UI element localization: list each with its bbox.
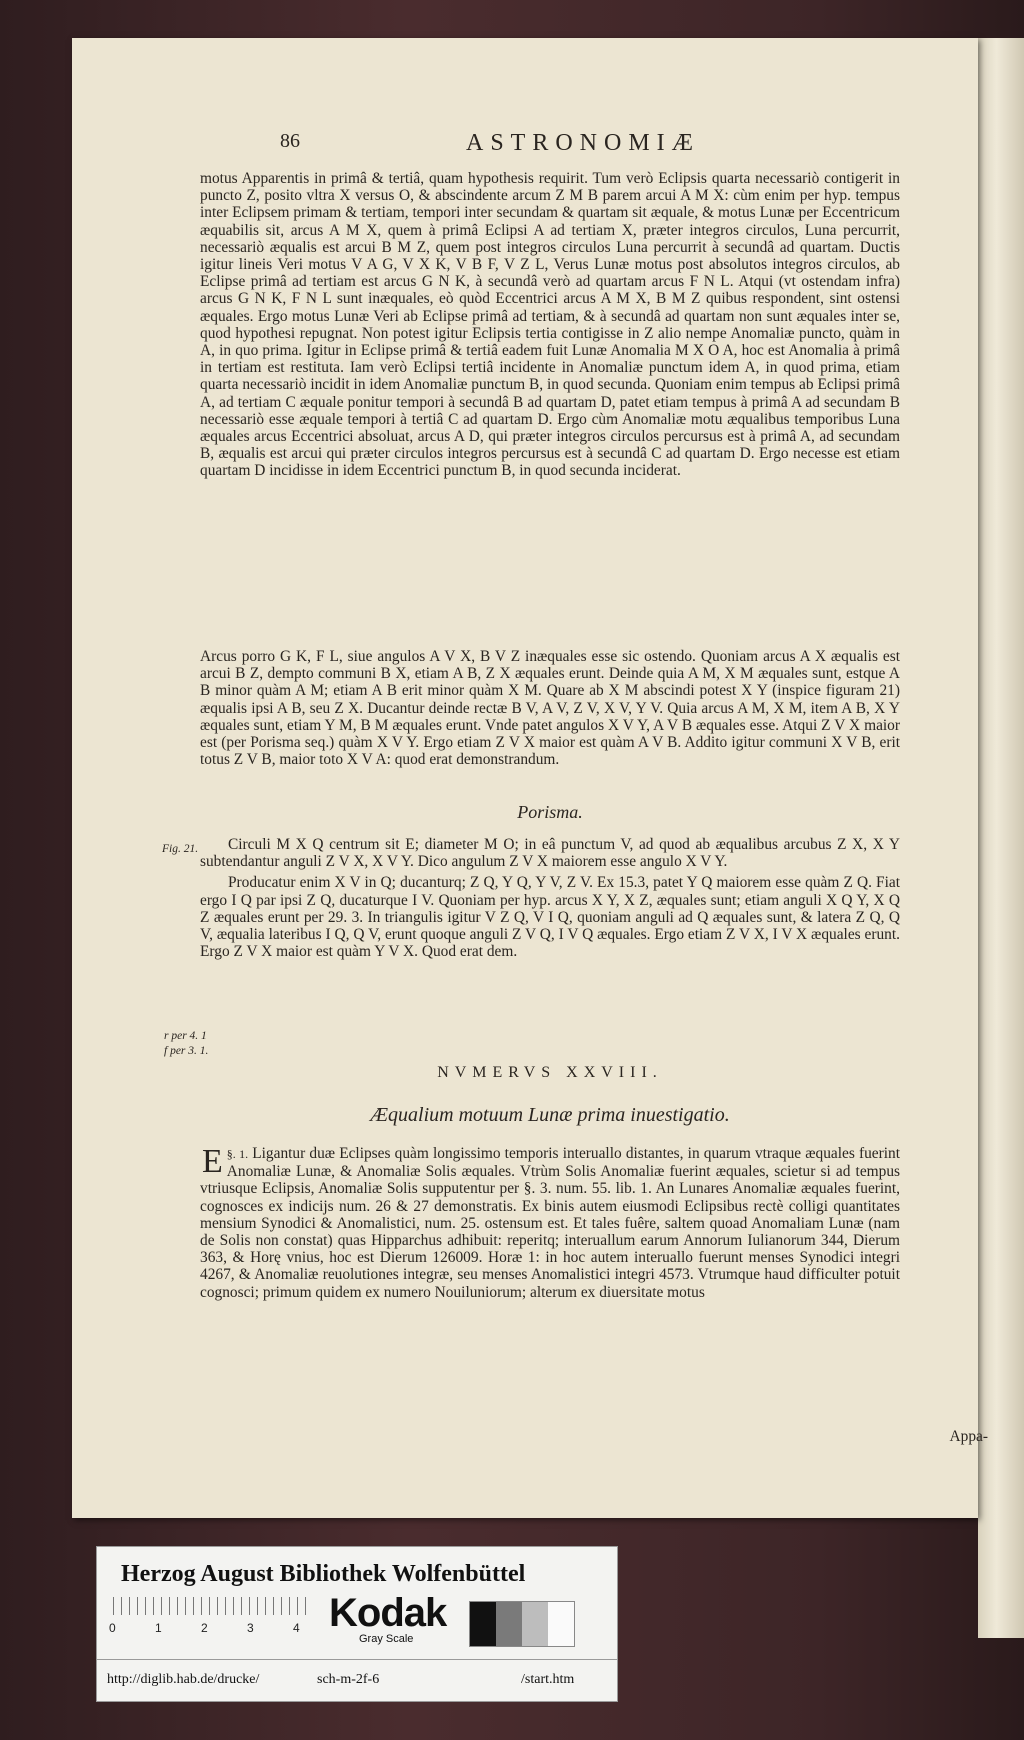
section-heading: NVMERVS XXVIII.: [437, 1064, 663, 1081]
gray-patch-white: [548, 1602, 574, 1646]
url-end: /start.htm: [521, 1672, 575, 1687]
url-bar: [97, 1659, 617, 1702]
margin-reference-2: f per 3. 1.: [164, 1045, 209, 1057]
section-number-label: §. 1.: [226, 1147, 249, 1161]
porisma-title: Porisma.: [517, 802, 583, 822]
catchword: Appa-: [949, 1428, 988, 1445]
scale-number: 0: [109, 1621, 116, 1635]
library-name: Herzog August Bibliothek Wolfenbüttel: [121, 1561, 526, 1587]
kodak-logo: Kodak: [329, 1591, 447, 1635]
facing-page-edge: [978, 38, 1024, 1638]
scale-number: 2: [201, 1621, 208, 1635]
section-paragraph: [200, 1145, 900, 1427]
margin-reference-1: r per 4. 1: [164, 1030, 207, 1042]
porisma-paragraph-2: Producatur enim X V in Q; ducanturq; Z Q, Y Q, Y V, Z V. Ex 15.3, patet Y Q maiorem esse quàm Z Q. Fiat ergo I Q par ipsi Z Q, ducaturque I V. Quoniam per hyp. arcus X Y, X Z, æquales sunt; etiam anguli X Q Y, X Q Z æquales erunt per 29. 3. In triangulis igitur V Z Q, V I Q, quoniam anguli ad Q æquales sunt, & latera Z Q, Q V, æqualia lateribus I Q, Q V, erunt quoque anguli Z V Q, I V Q æquales. Ergo etiam Z V X, I V X æquales erunt. Ergo Z V X maior est quàm Y V X. Quod erat dem.: [200, 874, 900, 961]
gray-patch-light: [522, 1602, 548, 1646]
gray-scale-label: Gray Scale: [359, 1633, 414, 1645]
running-title: ASTRONOMIÆ: [466, 130, 701, 156]
porisma-paragraph-1: Circuli M X Q centrum sit E; diameter M O; in eâ punctum V, ad quod ab æqualibus arcubus Z X, X Y subtendantur anguli Z V X, X V Y. Dico angulum Z V X maiorem esse angulo X V Y.: [200, 836, 900, 871]
scale-number: 3: [247, 1621, 254, 1635]
gray-scale-patches: [469, 1601, 575, 1647]
url-id: sch-m-2f-6: [317, 1672, 380, 1687]
body-paragraph-2: Arcus porro G K, F L, siue angulos A V X, B V Z inæquales esse sic ostendo. Quoniam arcus A X æqualis est arcui B Z, dempto communi B X, etiam A B, Z X æquales erunt. Deinde quia A M, X M æquales sunt, estque A B minor quàm A M; etiam A B erit minor quàm X M. Quare ab X M abscindi potest X Y (inspice figuram 21) æqualis ipsi A B, seu Z X. Ducantur deinde rectæ B V, A V, Z V, X V, Y V. Quia arcus A M, X M, item A B, X Y æquales sunt, etiam Y M, B M æquales erunt. Vnde patet angulos X V Y, A V B æquales esse. Atqui Z V X maior est (per Porisma seq.) quàm X V Y. Ergo etiam Z V X maior est quàm A V B. Addito igitur communi X V B, erit totus Z V B, maior toto X V A: quod erat demonstrandum.: [200, 648, 900, 769]
drop-cap: E: [202, 1143, 223, 1180]
page-number: 86: [280, 130, 300, 152]
figure-reference-note: Fig. 21.: [162, 843, 199, 855]
scale-ruler: [113, 1597, 313, 1615]
scale-number: 4: [293, 1621, 300, 1635]
scale-number: 1: [155, 1621, 162, 1635]
porisma-text: [200, 836, 900, 1052]
section-subtitle: Æqualium motuum Lunæ prima inuestigatio.: [370, 1104, 730, 1126]
color-calibration-target: [96, 1546, 618, 1702]
section-text: Ligantur duæ Eclipses quàm longissimo temporis interuallo distantes, in quarum vtraque æquales fuerint Anomaliæ Lunæ, & Anomaliæ Solis æquales. Vtrùm Solis Anomaliæ fuerint æquales, scietur si ad tempus vtriusque Eclipsis, Anomaliæ Solis supputentur per §. 3. num. 55. lib. 1. An Lunares Anomaliæ æquales fuerint, cognosces ex indicijs num. 26 & 27 demonstratis. Ex binis autem eiusmodi Eclipsibus rectè colligi quantitates mensium Synodici & Anomalistici, num. 25. ostensum est. Et tales fuêre, saltem quoad Anomaliam Lunæ (nam de Solis non constat) quas Hipparchus adhibuit: reperitq; interuallum earum Annorum Iulianorum 344, Dierum 363, & Horę vnius, hoc est Dierum 126009. Horæ 1: in hoc autem interuallo fuerunt menses Synodici integri 4267, & Anomaliæ reuolutiones integræ, seu menses Anomalistici integri 4573. Vtrumque haud difficulter potuit cognosci; primum quidem ex numero Nouiluniorum; alterum ex diuersitate motus: [200, 1145, 901, 1301]
body-paragraph-1: motus Apparentis in primâ & tertiâ, quam hypothesis requirit. Tum verò Eclipsis quarta necessariò contigerit in puncto Z, posito vltra X versus O, & abscindente arcum Z M B parem arcui A M X: cùm enim per hyp. tempus inter Eclipsem primam & tertiam, tempori inter secundam & quartam sit æquale, & motus Lunæ per Eccentricum æquabilis sit, arcus A M X, quem à primâ Eclipsi A ad tertiam X, præter integros circulos, Luna percurrit, necessariò æqualis est arcui B M Z, quem post integros circulos Luna percurrit à secundâ ad quartam. Ductis igitur lineis Veri motus V A G, V X K, V B F, V Z L, Verus Lunæ motus post absolutos integros circulos, ab Eclipse primâ ad tertiam est arcus G N K, à secundâ verò ad quartam arcus F N L. Atqui (vt ostendam infra) arcus G N K, F N L sunt inæquales, eò quòd Eccentrici arcus A M X, B M Z quibus respondent, sint ostensi æquales. Ergo motus Lunæ Veri ab Eclipse primâ ad tertiam, & à secundâ ad quartam non sunt æquales inter se, quod hypothesi repugnat. Non potest igitur Eclipsis tertia contigisse in Z alio nempe Anomaliæ puncto, quàm in A, in quo prima. Igitur in Eclipse primâ & tertiâ eadem fuit Lunæ Anomalia M X O A, hoc est Anomalia à primâ in tertiam est restituta. Iam verò Eclipsi tertiâ incidente in Anomaliæ punctum idem A, in quod prima, etiam quarta necessariò incidit in idem Anomaliæ punctum B, in quod secunda. Quoniam enim tempus ab Eclipsi primâ A, ad tertiam C æquale ponitur tempori à secundâ B ad quartam D, patet etiam tempus à primâ A ad secundam B necessariò esse æquale tempori à tertiâ C ad quartam D. Ergo cùm Anomaliæ motu æqualibus temporibus Luna æquales arcus Eccentrici absoluat, arcus A D, qui præter integros circulos percursus est à primâ A, ad secundam B, æqualis est arcui qui præter circulos integros percursus est à secundâ C ad quartam D. Ergo necesse est etiam quartam D incidisse in idem Eccentrici punctum B, in quod secunda inciderat.: [200, 170, 900, 480]
page-header: [280, 130, 900, 160]
gray-patch-black: [470, 1602, 496, 1646]
gray-patch-mid: [496, 1602, 522, 1646]
url-base: http://diglib.hab.de/drucke/: [107, 1672, 260, 1687]
